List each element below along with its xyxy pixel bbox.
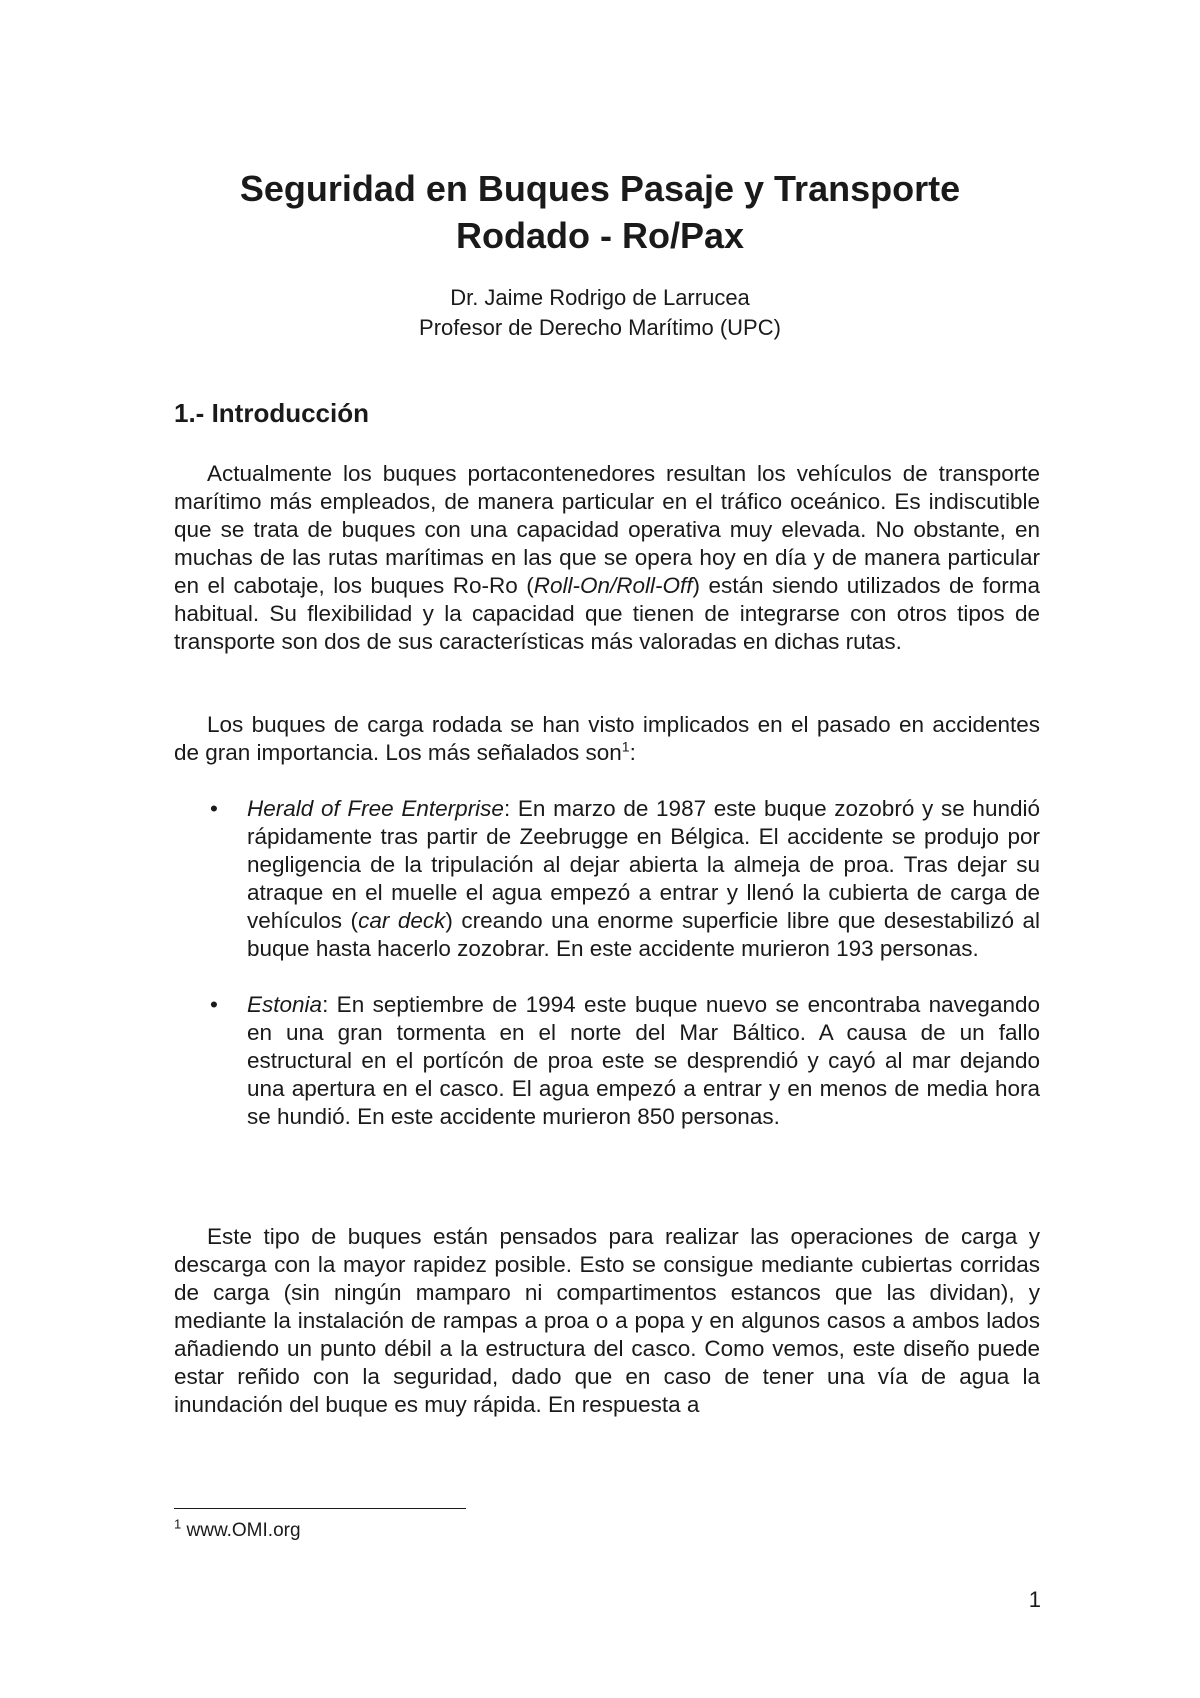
paragraph-accidents-text: Los buques de carga rodada se han visto implicados en el pasado en accidentes de gran importancia. Los más señalados son <box>174 712 1040 765</box>
footnote-reference: 1 <box>621 738 630 755</box>
footnote <box>174 1518 301 1544</box>
page-number: 1 <box>1028 1587 1041 1612</box>
paragraph-intro-part-b: ) están siendo utilizados de forma habitual. Su flexibilidad y la capacidad que tienen de integrarse con otros tipos de transporte son dos de sus características más valoradas en dichas rutas. <box>174 573 1040 654</box>
paragraph-intro <box>174 460 1040 656</box>
paragraph-accidents-tail: : <box>629 740 636 765</box>
roll-on-roll-off-term: Roll-On/Roll-Off <box>533 573 693 598</box>
list-item <box>174 795 1040 963</box>
bullet-icon: • <box>210 796 218 821</box>
author-affiliation: Profesor de Derecho Marítimo (UPC) <box>419 315 781 340</box>
list-item-text-b: ) creando una enorme superficie libre que desestabilizó al buque hasta hacerlo zozobrar. En este accidente murieron 193 personas. <box>247 908 1040 961</box>
accident-list <box>174 795 1040 1159</box>
footnote-text: www.OMI.org <box>181 1520 301 1541</box>
car-deck-term: car deck <box>358 908 446 933</box>
footnote-number: 1 <box>174 1516 182 1532</box>
title-line-2: Rodado - Ro/Pax <box>455 215 745 256</box>
author-block <box>0 283 1200 343</box>
footnote-divider <box>174 1508 466 1509</box>
paragraph-accidents <box>174 711 1040 767</box>
ship-name: Estonia <box>247 992 323 1017</box>
section-heading: 1.- Introducción <box>174 398 369 428</box>
bullet-icon: • <box>210 992 218 1017</box>
list-item <box>174 991 1040 1131</box>
ship-name: Herald of Free Enterprise <box>247 796 504 821</box>
list-item-text-a: : En marzo de 1987 este buque zozobró y se hundió rápidamente tras partir de Zeebrugge en Bélgica. El accidente se produjo por negligencia de la tripulación al dejar abierta la almeja de proa. Tras dejar su atraque en el muelle el agua empezó a entrar y llenó la cubierta de carga de vehículos ( <box>247 796 1040 933</box>
title-line-1: Seguridad en Buques Pasaje y Transporte <box>239 168 961 209</box>
list-item-text-a: : En septiembre de 1994 este buque nuevo se encontraba navegando en una gran tormenta en el norte del Mar Báltico. A causa de un fallo estructural en el portícón de proa este se desprendió y cayó al mar dejando una apertura en el casco. El agua empezó a entrar y en menos de media hora se hundió. En este accidente murieron 850 personas. <box>247 992 1040 1129</box>
document-title <box>0 165 1200 259</box>
paragraph-intro-part-a: Actualmente los buques portacontenedores resultan los vehículos de transporte marítimo más empleados, de manera particular en el tráfico oceánico. Es indiscutible que se trata de buques con una capacidad operativa muy elevada. No obstante, en muchas de las rutas marítimas en las que se opera hoy en día y de manera particular en el cabotaje, los buques Ro-Ro ( <box>174 461 1040 598</box>
paragraph-design: Este tipo de buques están pensados para realizar las operaciones de carga y descarga con la mayor rapidez posible. Esto se consigue mediante cubiertas corridas de carga (sin ningún mamparo ni compartimentos estancos que las dividan), y mediante la instalación de rampas a proa o a popa y en algunos casos a ambos lados añadiendo un punto débil a la estructura del casco. Como vemos, este diseño puede estar reñido con la seguridad, dado que en caso de tener una vía de agua la inundación del buque es muy rápida. En respuesta a <box>174 1224 1040 1417</box>
author-name: Dr. Jaime Rodrigo de Larrucea <box>450 285 750 310</box>
